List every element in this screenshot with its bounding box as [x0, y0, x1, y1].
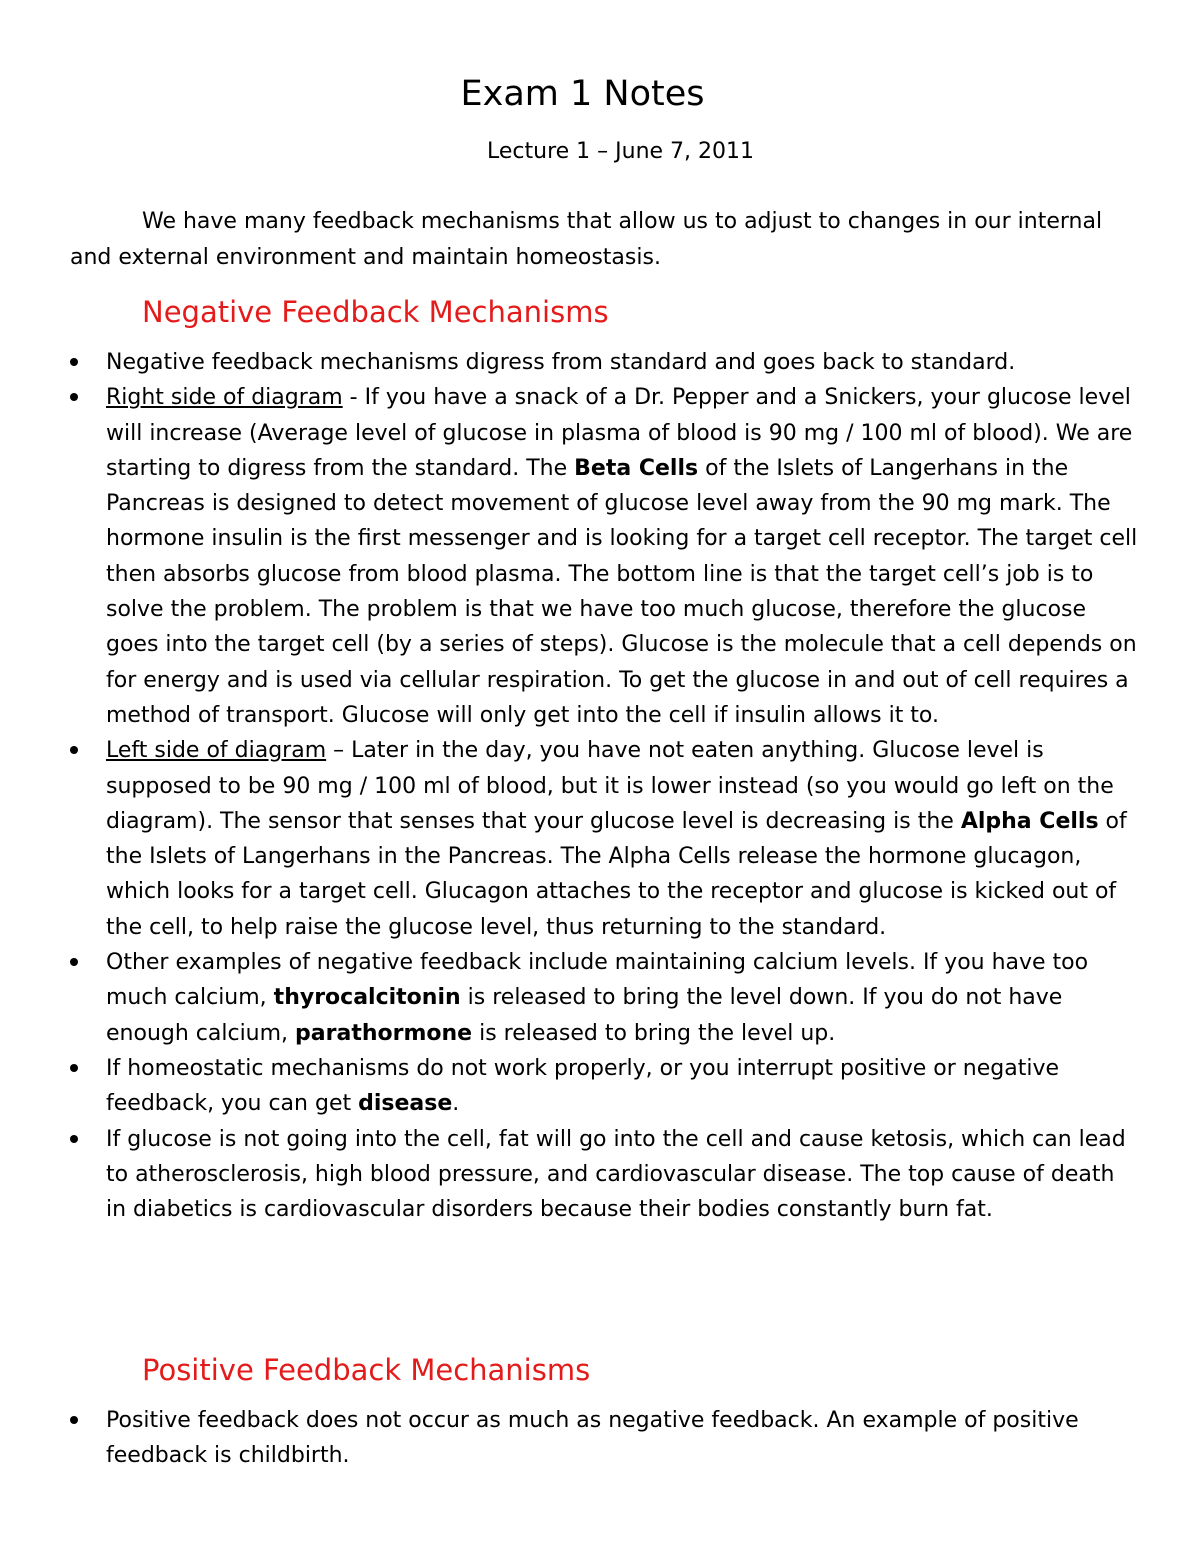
bullet-text: Other examples of negative feedback include maintaining calcium levels. If you have too much calcium, [106, 950, 1089, 1011]
bullet-text: Negative feedback mechanisms digress from standard and goes back to standard. [106, 350, 1016, 375]
list-item [70, 1122, 1140, 1228]
bold-term: parathormone [295, 1020, 473, 1046]
bullet-text: Positive feedback does not occur as much as negative feedback. An example of positive feedback is childbirth. [106, 1408, 1079, 1469]
document-title: Exam 1 Notes [460, 74, 705, 114]
bold-term: Beta Cells [574, 455, 699, 481]
lecture-date: Lecture 1 – June 7, 2011 [487, 139, 755, 164]
list-item [70, 1403, 1140, 1474]
intro-paragraph [70, 204, 1140, 275]
negative-feedback-list [70, 345, 1140, 1227]
bullet-icon [70, 1135, 78, 1143]
bold-term: thyrocalcitonin [273, 985, 461, 1011]
bullet-text: of the Islets of Langerhans in the Pancreas is designed to detect movement of glucose level away from the 90 mg mark. The hormone insulin is the first messenger and is looking for a target cell receptor. The target cell then absorbs glucose from blood plasma. The bottom line is that the target cell’s job is to solve the problem. The problem is that we have too much glucose, therefore the glucose goes into the target cell (by a series of steps). Glucose is the molecule that a cell depends on for energy and is used via cellular respiration. To get the glucose in and out of cell requires a method of transport. Glucose will only get into the cell if insulin allows it to. [106, 455, 1138, 728]
bullet-text: is released to bring the level down. If you do not have enough calcium, [106, 985, 1063, 1046]
positive-feedback-list [70, 1403, 1140, 1474]
positive-feedback-heading [70, 1350, 870, 1390]
bullet-text: is released to bring the level up. [472, 1020, 836, 1046]
bullet-text: If glucose is not going into the cell, fat will go into the cell and cause ketosis, which can lead to atherosclerosis, high blood pressure, and cardiovascular disease. The top cause of death in diabetics is cardiovascular disorders because their bodies constantly burn fat. [106, 1126, 1126, 1223]
underlined-label: Right side of diagram [106, 385, 343, 411]
list-item [70, 345, 1140, 380]
bullet-icon [70, 958, 78, 966]
bullet-icon [70, 358, 78, 366]
bullet-text: If homeostatic mechanisms do not work properly, or you interrupt positive or negative feedback, you can get [106, 1055, 1060, 1117]
list-item [70, 1051, 1140, 1122]
bullet-text: - If you have a snack of a Dr. Pepper and a Snickers, your glucose level will increase (Average level of glucose in plasma of blood is 90 mg / 100 ml of blood). We are starting to digress from the standard. The [106, 385, 1133, 481]
bullet-icon [70, 1416, 78, 1424]
bullet-text: of the Islets of Langerhans in the Pancreas. The Alpha Cells release the hormone glucagon, which looks for a target cell. Glucagon attaches to the receptor and glucose is kicked out of the cell, to help raise the glucose level, thus returning to the standard. [106, 808, 1127, 940]
heading-text: Negative Feedback Mechanisms [142, 295, 609, 329]
bullet-text: – Later in the day, you have not eaten anything. Glucose level is supposed to be 90 mg / 100 ml of blood, but it is lower instead (so you would go left on the diagram). The sensor that senses that your glucose level is decreasing is the [106, 738, 1114, 834]
list-item [70, 945, 1140, 1051]
bullet-icon [70, 1064, 78, 1072]
list-item [70, 733, 1140, 945]
underlined-label: Left side of diagram [106, 738, 327, 764]
negative-feedback-heading [70, 292, 870, 332]
intro-text: We have many feedback mechanisms that allow us to adjust to changes in our internal and external environment and maintain homeostasis. [70, 209, 1103, 270]
bold-term: Alpha Cells [960, 808, 1099, 834]
bold-term: disease [358, 1091, 453, 1117]
bullet-text: . [452, 1091, 460, 1117]
list-item [70, 380, 1140, 733]
heading-text: Positive Feedback Mechanisms [142, 1353, 591, 1387]
bullet-icon [70, 393, 78, 401]
bullet-icon [70, 746, 78, 754]
